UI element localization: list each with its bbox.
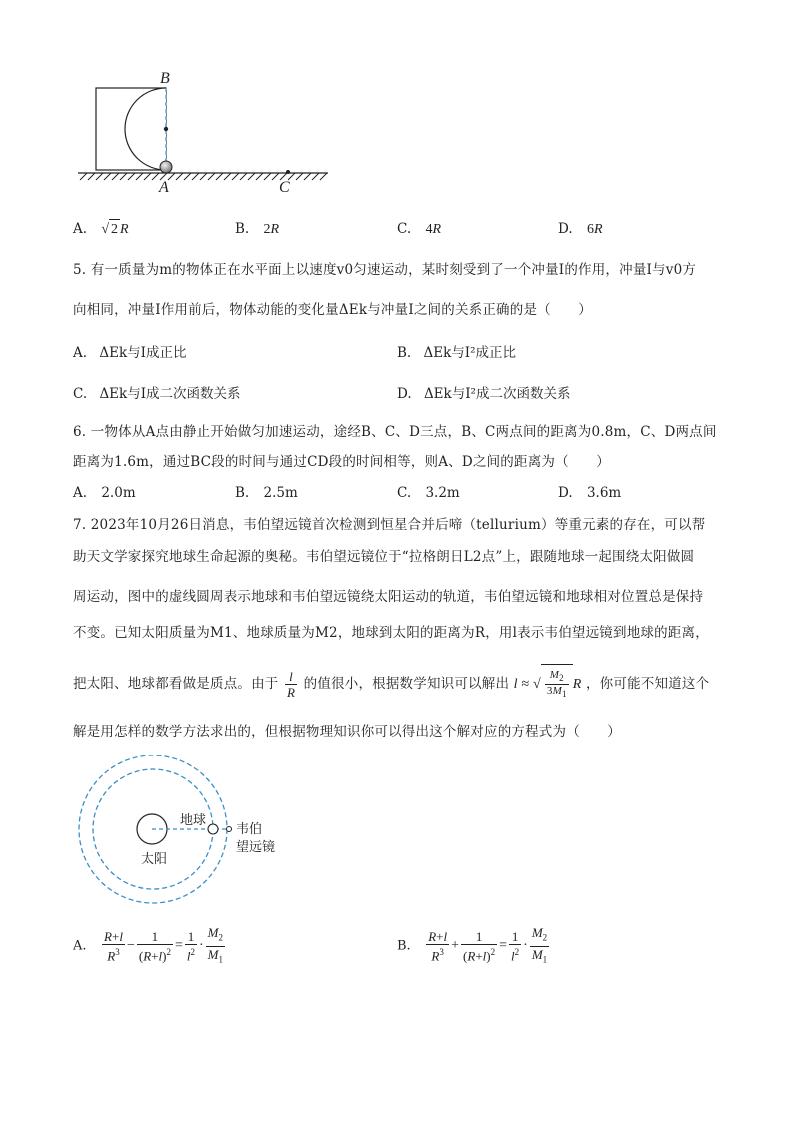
option-letter: B. — [397, 938, 411, 954]
label-a: A — [159, 179, 169, 196]
q5-line-2: 向相同，冲量I作用前后，物体动能的变化量ΔEk与冲量I之间的关系正确的是（ ） — [73, 302, 592, 318]
option-text: ΔEk与I成二次函数关系 — [99, 386, 241, 402]
option-letter: A. — [73, 221, 88, 237]
q7-line-5 — [73, 664, 709, 705]
q5-option-a[interactable] — [73, 343, 186, 363]
option-letter: A. — [73, 485, 88, 501]
option-letter: C. — [73, 386, 88, 402]
option-text: ΔEk与I²成正比 — [423, 345, 517, 361]
option-letter: C. — [397, 485, 412, 501]
q7-line-4: 不变。已知太阳质量为M1、地球质量为M2，地球到太阳的距离为R，用l表示韦伯望远镜到地球的距离， — [73, 625, 709, 641]
q5-line-1: 5. 有一质量为m的物体正在水平面上以速度v0匀速运动，某时刻受到了一个冲量I的作用，冲量I与v0方 — [73, 262, 697, 278]
option-text: 3.6m — [586, 485, 622, 501]
q4-option-c[interactable]: C. 4R — [397, 221, 441, 237]
option-letter: C. — [397, 221, 412, 237]
option-letter: D. — [558, 485, 573, 501]
option-letter: B. — [235, 221, 250, 237]
q7-line-6: 解是用怎样的数学方法求出的，但根据物理知识你可以得出这个解对应的方程式为（ ） — [73, 724, 621, 740]
track-figure — [70, 66, 340, 196]
ratio-l-over-r: $\frac{l}{R}$ — [287, 669, 296, 700]
q5-option-b[interactable] — [397, 343, 516, 363]
option-letter: D. — [397, 386, 412, 402]
q5-option-c[interactable] — [73, 384, 241, 404]
sun-label: 太阳 — [141, 852, 168, 867]
q7-line-3: 周运动，图中的虚线圆周表示地球和韦伯望远镜绕太阳运动的轨道，韦伯望远镜和地球相对位置总是保持 — [73, 589, 704, 605]
q7-option-b[interactable]: B. $\frac{R+l}{R^3}$ + $\frac{1}{(R+l)^2}$ = $\frac{1}{l^2}$ · $\frac{M_2}{M_1}$ — [397, 925, 548, 965]
q7-line-5-part-1: 把太阳、地球都看做是质点。由于 — [73, 676, 279, 692]
q7-line-5-part-2: 的值很小，根据数学知识可以解出 — [303, 676, 510, 692]
q4-option-d[interactable]: D. 6R — [558, 221, 603, 237]
option-letter: D. — [558, 221, 573, 237]
option-text: ΔEk与I成正比 — [99, 345, 187, 361]
q4-option-a[interactable]: A. √ 2 R — [73, 219, 129, 240]
q6-line-2: 距离为1.6m，通过BC段的时间与通过CD段的时间相等，则A、D之间的距离为（ ） — [73, 454, 610, 470]
option-letter: A. — [73, 345, 88, 361]
q6-line-1: 6. 一物体从A点由静止开始做匀加速运动，途经B、C、D三点，B、C两点间的距离为0.8m，C、D两点间 — [73, 424, 717, 440]
q7-line-1: 7. 2023年10月26日消息，韦伯望远镜首次检测到恒星合并后啼（tellurium）等重元素的存在，可以帮 — [73, 517, 706, 533]
webb-label-2: 望远镜 — [236, 840, 276, 855]
option-letter: B. — [397, 345, 412, 361]
q6-option-d[interactable] — [558, 483, 621, 503]
option-text: ΔEk与I²成二次函数关系 — [423, 386, 571, 402]
option-text: 3.2m — [425, 485, 460, 501]
option-text: 2.5m — [263, 485, 298, 501]
approx-formula: l ≈ √ $\frac{M_2}{3M_1}$ R — [514, 677, 582, 692]
q4-option-b[interactable]: B. 2R — [235, 221, 280, 237]
option-text: 2.0m — [101, 485, 136, 501]
label-b: B — [160, 70, 170, 87]
webb-label-1: 韦伯 — [236, 822, 263, 837]
option-letter: A. — [73, 938, 87, 954]
q6-option-a[interactable] — [73, 483, 136, 503]
option-letter: B. — [235, 485, 250, 501]
q7-option-a[interactable]: A. $\frac{R+l}{R^3}$ − $\frac{1}{(R+l)^2}$ = $\frac{1}{l^2}$ · $\frac{M_2}{M_1}$ — [73, 925, 224, 965]
q7-line-2: 助天文学家探究地球生命起源的奥秘。韦伯望远镜位于“拉格朗日L2点”上，跟随地球一起围绕太阳做圆 — [73, 549, 695, 565]
label-c: C — [279, 179, 290, 196]
earth-label: 地球 — [180, 813, 207, 828]
q6-option-b[interactable] — [235, 483, 298, 503]
q5-option-d[interactable] — [397, 384, 570, 404]
q6-option-c[interactable] — [397, 483, 460, 503]
q7-line-5-part-3: ，你可能不知道这个 — [585, 676, 710, 692]
